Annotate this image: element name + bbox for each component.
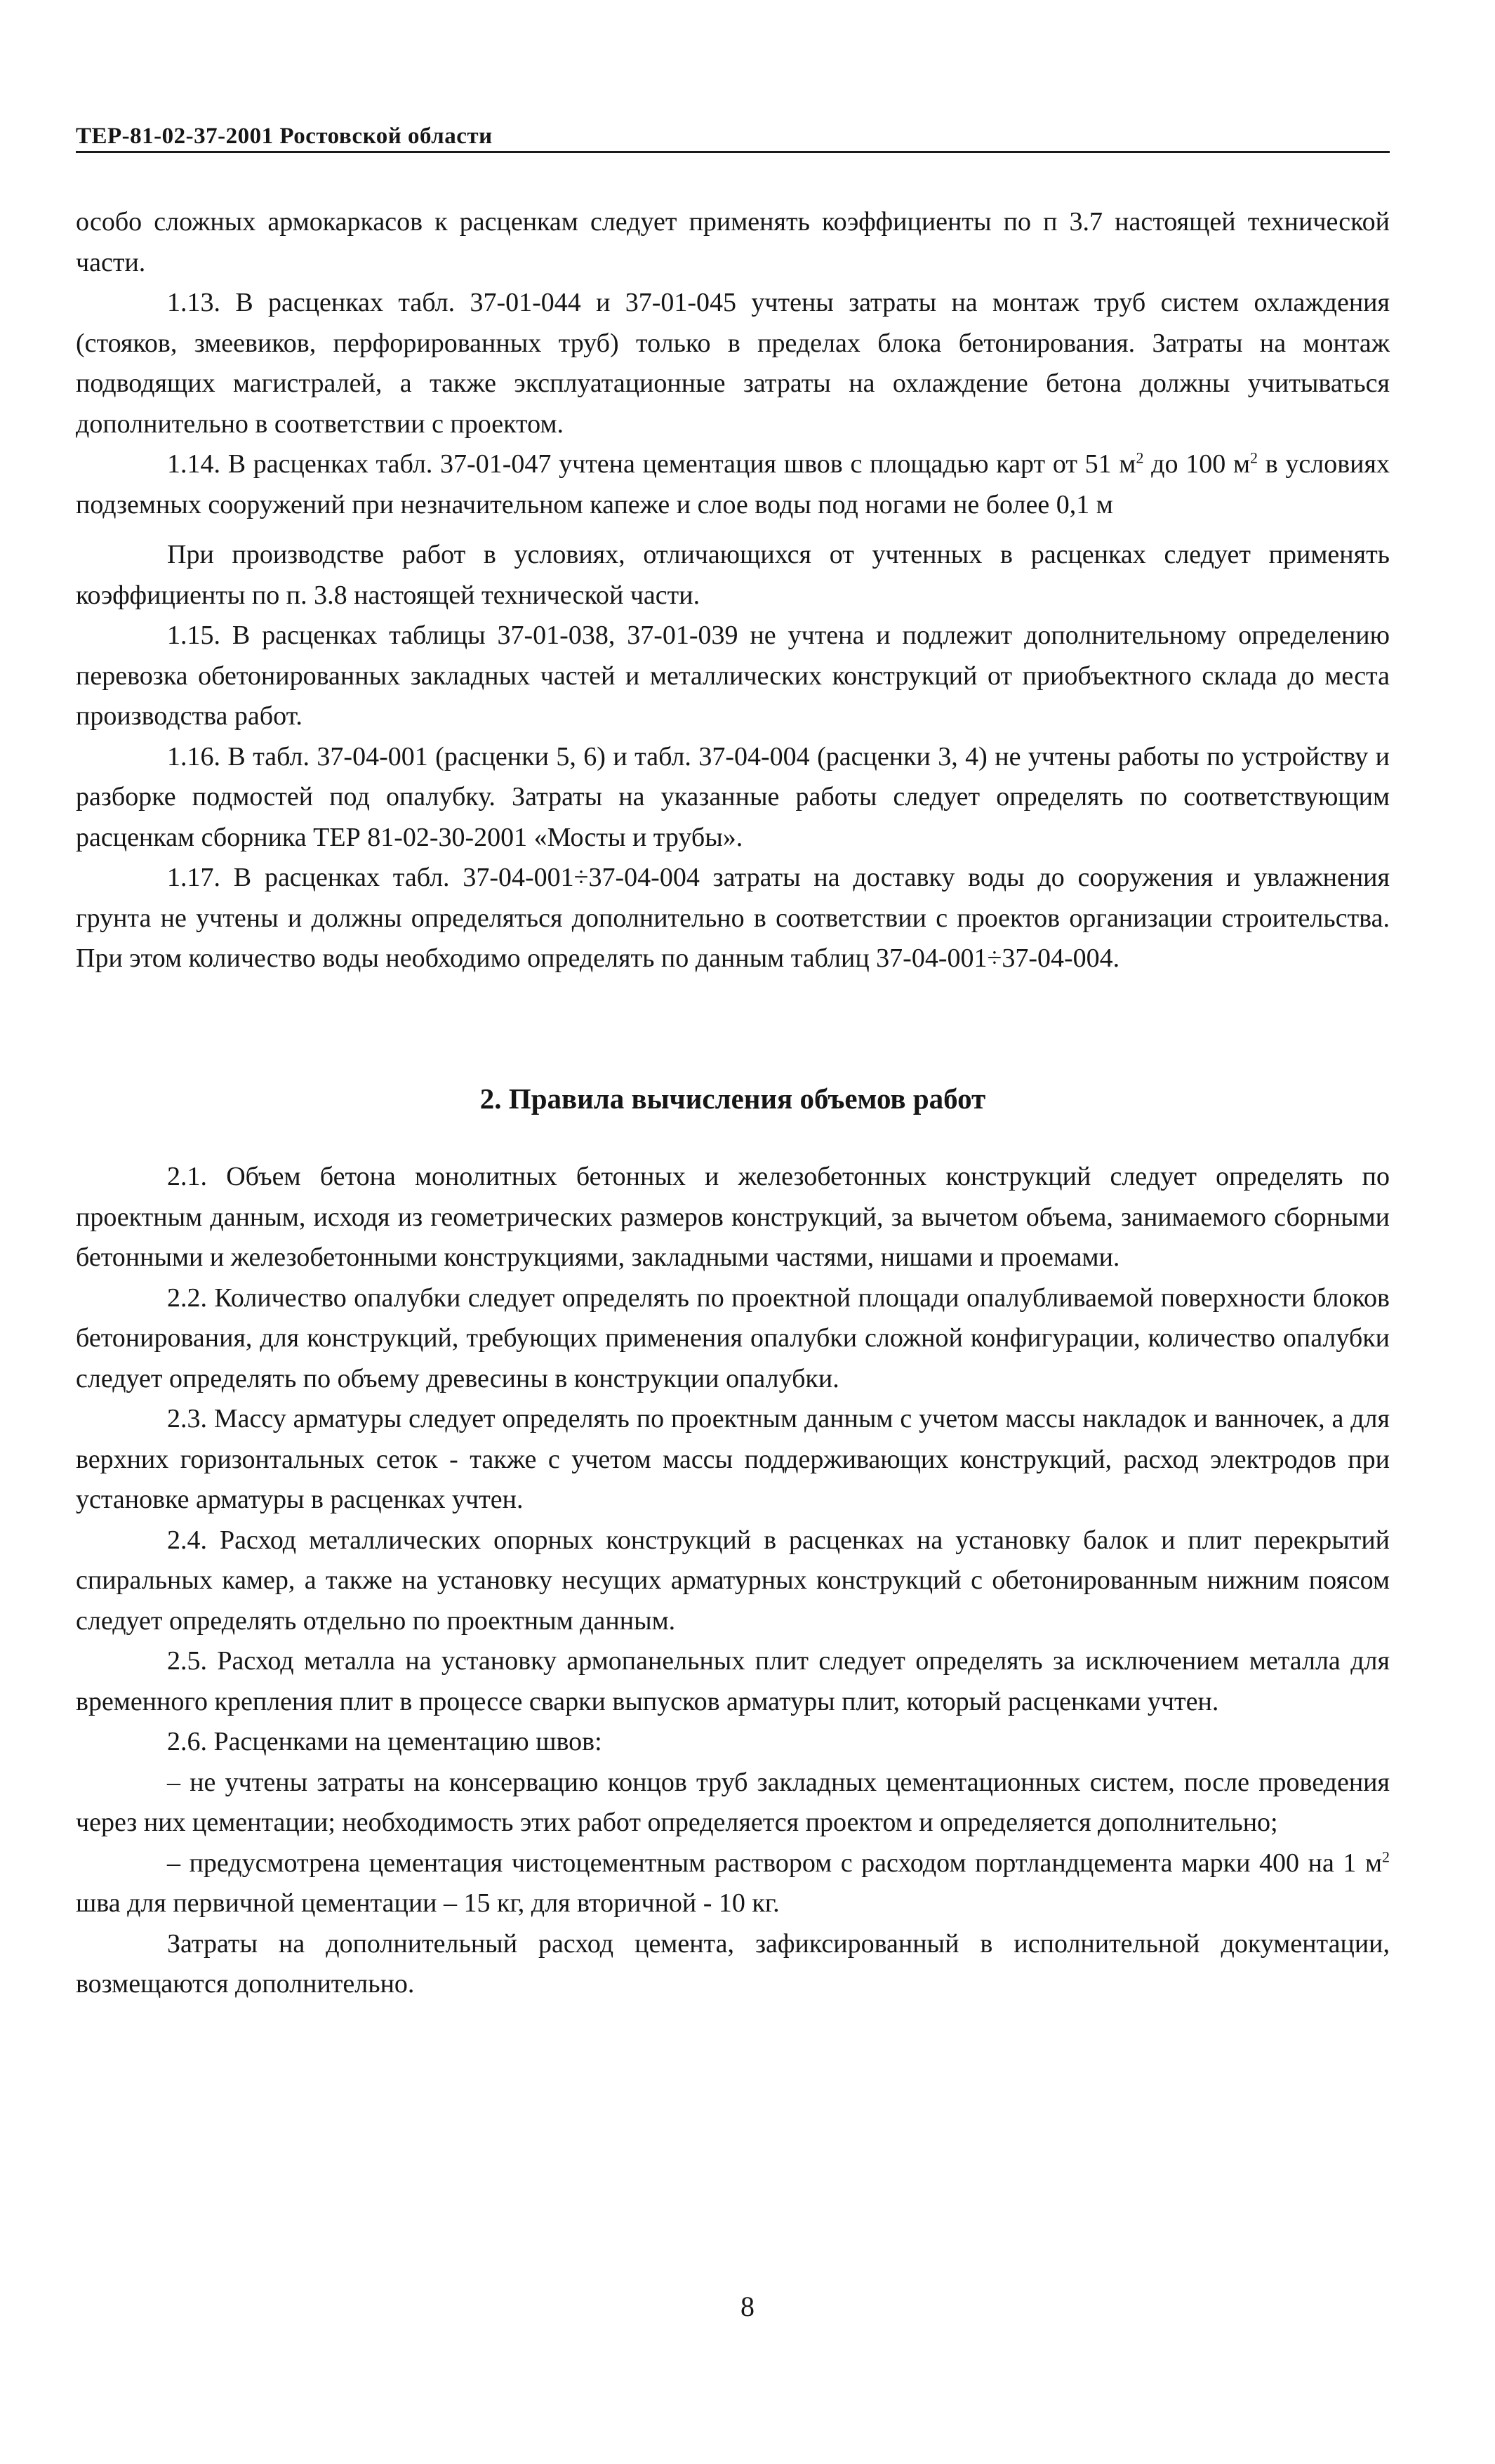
paragraph-1-14-part-1: 1.14. В расценках табл. 37-01-047 учтена цементация швов с площадью карт от 51 м: [167, 449, 1136, 479]
header-title: ТЕР-81-02-37-2001 Ростовской области: [76, 124, 493, 153]
paragraph-2-3: 2.3. Массу арматуры следует определять по проектным данным с учетом массы накладок и ванночек, а для верхних горизонтальных сеток - также с учетом массы поддерживающих конструкций, расход электродов при установке арматуры в расценках учтен.: [76, 1404, 1390, 1514]
intro-text-block: [76, 202, 1390, 979]
superscript-2: 2: [1250, 449, 1258, 467]
paragraph-1-14-part-3: в условиях подземных сооружений при незначительном капеже и слое воды под ногами не более 0,1 м: [76, 449, 1390, 519]
paragraph-2-5: 2.5. Расход металла на установку армопанельных плит следует определять за исключением металла для временного крепления плит в процессе сварки выпусков арматуры плит, который расценками учтен.: [76, 1646, 1390, 1716]
superscript-2: 2: [1382, 1847, 1390, 1865]
paragraph-2-1: 2.1. Объем бетона монолитных бетонных и железобетонных конструкций следует определять по проектным данным, исходя из геометрических размеров конструкций, за вычетом объема, занимаемого сборными бетонными и железобетонными конструкциями, закладными частями, нишами и проемами.: [76, 1162, 1390, 1272]
page-number: 8: [740, 2291, 755, 2322]
paragraph-1-17: 1.17. В расценках табл. 37-04-001÷37-04-004 затраты на доставку воды до сооружения и увлажнения грунта не учтены и должны определяться дополнительно в соответствии с проектов организации строительства. При этом количество воды необходимо определять по данным таблиц 37-04-001÷37-04-004.: [76, 863, 1390, 973]
paragraph-2-6-note: Затраты на дополнительный расход цемента, зафиксированный в исполнительной документации, возмещаются дополнительно.: [76, 1928, 1390, 1999]
page-header: [76, 124, 1390, 153]
paragraph-1-13: 1.13. В расценках табл. 37-01-044 и 37-01-045 учтены затраты на монтаж труб систем охлаждения (стояков, змеевиков, перфорированных труб) только в пределах блока бетонирования. Затраты на монтаж подводящих магистралей, а также эксплуатационные затраты на охлаждение бетона должны учитываться дополнительно в соответствии с проектом.: [76, 288, 1390, 439]
paragraph-2-4: 2.4. Расход металлических опорных конструкций в расценках на установку балок и плит перекрытий спиральных камер, а также на установку несущих арматурных конструкций с обетонированным нижним поясом следует определять отдельно по проектным данным.: [76, 1525, 1390, 1636]
section-title: 2. Правила вычисления объемов работ: [479, 1082, 986, 1115]
paragraph-2-6-item-1: – не учтены затраты на консервацию концов труб закладных цементационных систем, после проведения через них цементации; необходимость этих работ определяется проектом и определяется дополнительно;: [76, 1767, 1390, 1837]
paragraph-1-15: 1.15. В расценках таблицы 37-01-038, 37-01-039 не учтена и подлежит дополнительному определению перевозка обетонированных закладных частей и металлических конструкций от приобъектного склада до места производства работ.: [76, 621, 1390, 731]
paragraph-2-2: 2.2. Количество опалубки следует определять по проектной площади опалубливаемой поверхности блоков бетонирования, для конструкций, требующих применения опалубки сложной конфигурации, количество опалубки следует определять по объему древесины в конструкции опалубки.: [76, 1283, 1390, 1393]
paragraph-2-6-item-2: [76, 1843, 1390, 1924]
section-text-block: [76, 1157, 1390, 2005]
paragraph-1-14-part-2: до 100 м: [1143, 449, 1251, 479]
paragraph-1-14-note: При производстве работ в условиях, отличающихся от учтенных в расценках следует применять коэффициенты по п. 3.8 настоящей технической части.: [76, 540, 1390, 610]
paragraph-2-6-item-2-part-2: шва для первичной цементации – 15 кг, для вторичной - 10 кг.: [76, 1888, 780, 1918]
paragraph-2-6: 2.6. Расценками на цементацию швов:: [167, 1727, 602, 1756]
paragraph-1-12-continuation: особо сложных армокаркасов к расценкам следует применять коэффициенты по п 3.7 настоящей технической части.: [76, 207, 1390, 277]
paragraph-2-6-item-2-part-1: – предусмотрена цементация чистоцементным раствором с расходом портландцемента марки 400 на 1 м: [167, 1848, 1382, 1878]
paragraph-1-14: [76, 444, 1390, 525]
paragraph-1-16: 1.16. В табл. 37-04-001 (расценки 5, 6) и табл. 37-04-004 (расценки 3, 4) не учтены работы по устройству и разборке подмостей под опалубку. Затраты на указанные работы следует определять по соответствующим расценкам сборника ТЕР 81-02-30-2001 «Мосты и трубы».: [76, 741, 1390, 852]
superscript-2: 2: [1136, 449, 1144, 467]
